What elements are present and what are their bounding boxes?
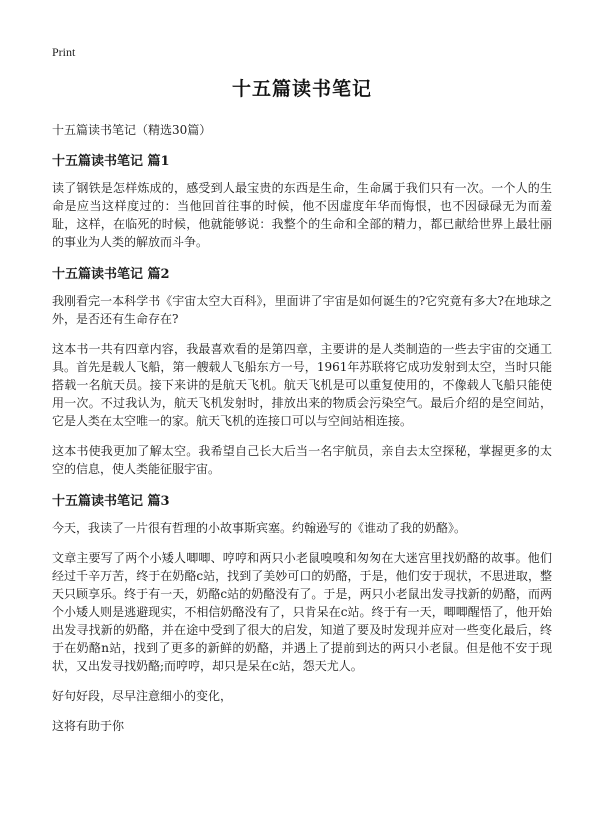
section-paragraph: 读了钢铁是怎样炼成的，感受到人最宝贵的东西是生命，生命属于我们只有一次。一个人的生命是应当这样度过的：当他回首往事的时候，他不因虚度年华而悔恨，也不因碌碌无为而羞耻，这样，在临死的时候，他就能够说：我整个的生命和全部的精力，都已献给世界上最壮丽的事业为人类的解放而斗争。 — [52, 181, 552, 249]
print-link[interactable]: Print — [52, 45, 76, 59]
section-paragraph: 今天，我读了一片很有哲理的小故事斯宾塞。约翰逊写的《谁动了我的奶酪》。 — [52, 521, 467, 535]
page-title: 十五篇读书笔记 — [231, 78, 372, 100]
section-paragraph: 这本书使我更加了解太空。我希望自己长大后当一名宇航员，亲自去太空探秘，掌握更多的太空的信息，使人类能征服宇宙。 — [52, 444, 552, 476]
section-heading: 十五篇读书笔记 篇2 — [52, 267, 170, 282]
section-paragraph: 这本书一共有四章内容，我最喜欢看的是第四章，主要讲的是人类制造的一些去宇宙的交通工具。首先是载人飞船，第一艘载人飞船东方一号，1961年苏联将它成功发射到太空，当时只能搭载一名航天员。接下来讲的是航天飞机。航天飞机是可以重复使用的，不像载人飞船只能使用一次。不过我认为，航天飞机发射时，排放出来的物质会污染空气。最后介绍的是空间站，它是人类在太空唯一的家。航天飞机的连接口可以与空间站相连接。 — [52, 342, 552, 428]
document-subtitle: 十五篇读书笔记（精选30篇） — [52, 123, 212, 137]
section-paragraph: 文章主要写了两个小矮人唧唧、哼哼和两只小老鼠嗅嗅和匆匆在大迷宫里找奶酪的故事。他们经过千辛万苦，终于在奶酪c站，找到了美妙可口的奶酪，于是，他们安于现状，不思进取，整天只顾享乐。终于有一天，奶酪c站的奶酪没有了。于是，两只小老鼠出发寻找新的奶酪，而两个小矮人则是逃避现实，不相信奶酪没有了，只肯呆在c站。终于有一天，唧唧醒悟了，他开始出发寻找新的奶酪，并在途中受到了很大的启发，知道了要及时发现并应对一些变化最后，终于在奶酪n站，找到了更多的新鲜的奶酪，并遇上了提前到达的两只小老鼠。但是他不安于现状，又出发寻找奶酪;而哼哼，却只是呆在c站，怨天尤人。 — [52, 551, 552, 673]
section-paragraph: 好句好段，尽早注意细小的变化， — [52, 689, 233, 703]
section-2 — [52, 263, 552, 478]
section-paragraph: 我刚看完一本科学书《宇宙太空大百科》，里面讲了宇宙是如何诞生的?它究竟有多大?在地球之外，是否还有生命存在? — [52, 294, 552, 326]
section-heading: 十五篇读书笔记 篇3 — [52, 494, 170, 509]
section-paragraph: 这将有助于你 — [52, 719, 125, 733]
section-3 — [52, 490, 552, 735]
section-heading: 十五篇读书笔记 篇1 — [52, 154, 170, 169]
section-1 — [52, 150, 552, 251]
document-body — [52, 74, 552, 735]
